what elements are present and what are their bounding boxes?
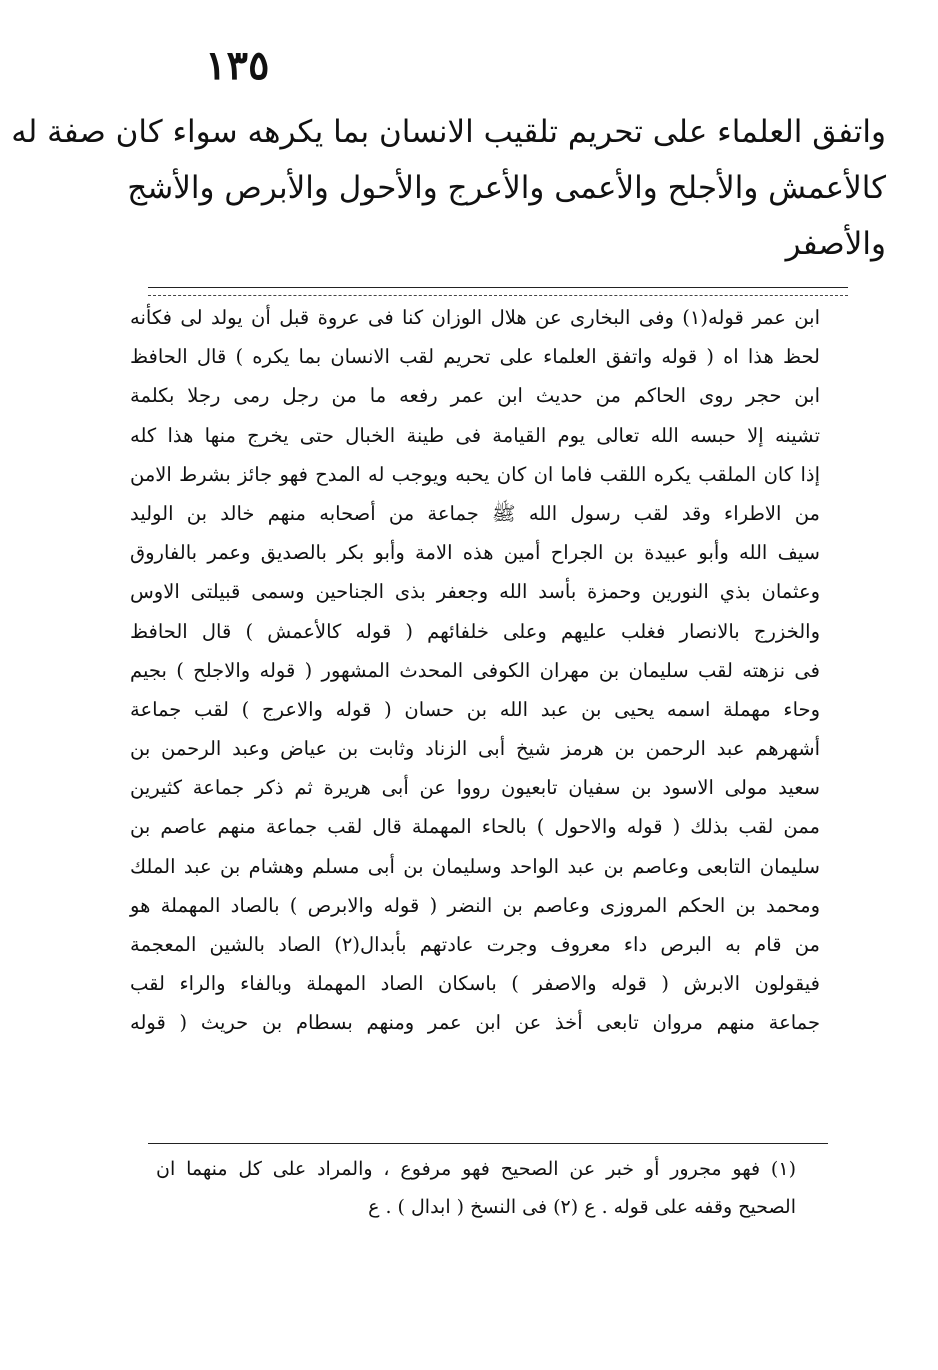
commentary-line: لحظ هذا اه ( قوله واتفق العلماء على تحريم لقب الانسان بما يكره ) قال الحافظ bbox=[130, 345, 820, 369]
commentary-line: تشينه إلا حبسه الله تعالى يوم القيامة فى طينة الخبال حتى يخرج منها هذا كله bbox=[130, 423, 820, 447]
commentary-line: والخزرج بالانصار فغلب عليهم وعلى خلفائهم ( قوله كالأعمش ) قال الحافظ bbox=[130, 619, 820, 643]
footnote-line: الصحيح وقفه على قوله . ع (٢) فى النسخ ( ابدال ) . ع bbox=[368, 1196, 796, 1218]
commentary-line: وحاء مهملة اسمه يحيى بن عبد الله بن حسان ( قوله والاعرج ) لقب جماعة bbox=[130, 697, 820, 721]
commentary-line: جماعة منهم مروان تابعى أخذ عن ابن عمر ومنهم بسطام بن حريث ( قوله bbox=[130, 1011, 820, 1035]
page-number: ١٣٥ bbox=[205, 42, 270, 89]
main-text bbox=[11, 104, 886, 272]
footnote-line: (١) فهو مجرور أو خبر عن الصحيح فهو مرفوع ، والمراد على كل منهما ان bbox=[156, 1158, 796, 1180]
commentary-line: سليمان التابعى وعاصم بن عبد الواحد وسليمان بن أبى مسلم وهشام بن عبد الملك bbox=[130, 854, 820, 878]
commentary-line: سيف الله وأبو عبيدة بن الجراح أمين هذه الامة وأبو بكر بالصديق وعمر بالفاروق bbox=[130, 541, 820, 565]
commentary-line: إذا كان الملقب يكره اللقب فاما ان كان يحبه ويوجب له المدح فهو جائز بشرط الامن bbox=[130, 462, 820, 486]
commentary-line: من الاطراء وقد لقب رسول الله ﷺ جماعة من أصحابه منهم خالد بن الوليد bbox=[130, 501, 820, 525]
commentary-line: ممن لقب بذلك ( قوله والاحول ) بالحاء المهملة قال لقب جماعة منهم عاصم بن bbox=[130, 815, 820, 839]
main-text-line: والأصفر bbox=[785, 226, 886, 262]
commentary-line: فيقولون الابرش ( قوله والاصفر ) باسكان الصاد المهملة وبالفاء والراء لقب bbox=[130, 972, 820, 996]
commentary-line: ابن حجر روى الحاكم من حديث ابن عمر رفعه ما من رجل رمى رجلا بكلمة bbox=[130, 384, 820, 408]
commentary-line: ومحمد بن الحكم المروزى وعاصم بن النضر ( قوله والابرص ) بالصاد المهملة هو bbox=[130, 893, 820, 917]
commentary-line: ابن عمر قوله(١) وفى البخارى عن هلال الوزان كنا فى عروة قبل أن يولد لى فكأنه bbox=[130, 306, 820, 329]
commentary-block bbox=[130, 298, 820, 1043]
footnote-divider bbox=[148, 1143, 828, 1144]
commentary-line: أشهرهم عبد الرحمن بن هرمز شيخ أبى الزناد وثابت بن عياض وعبد الرحمن بن bbox=[130, 737, 820, 761]
commentary-line: وعثمان بذي النورين وحمزة بأسد الله وجعفر بذى الجناحين وسمى قبيلتى الاوس bbox=[130, 580, 820, 604]
main-text-line: كالأعمش والأجلح والأعمى والأعرج والأحول والأبرص والأشج bbox=[127, 170, 886, 206]
commentary-line: سعيد مولى الاسود بن سفيان تابعيون رووا عن أبى هريرة ثم ذكر جماعة كثيرين bbox=[130, 776, 820, 800]
commentary-line: فى نزهته لقب سليمان بن مهران الكوفى المحدث المشهور ( قوله والاجلح ) بجيم bbox=[130, 658, 820, 682]
main-text-divider bbox=[148, 287, 848, 288]
footnotes bbox=[156, 1150, 796, 1226]
commentary-line: من قام به البرص داء معروف وجرت عادتهم بأبدال(٢) الصاد بالشين المعجمة bbox=[130, 933, 821, 956]
commentary-divider bbox=[148, 295, 848, 296]
main-text-line: واتفق العلماء على تحريم تلقيب الانسان بما يكرهه سواء كان صفة له bbox=[11, 114, 886, 150]
